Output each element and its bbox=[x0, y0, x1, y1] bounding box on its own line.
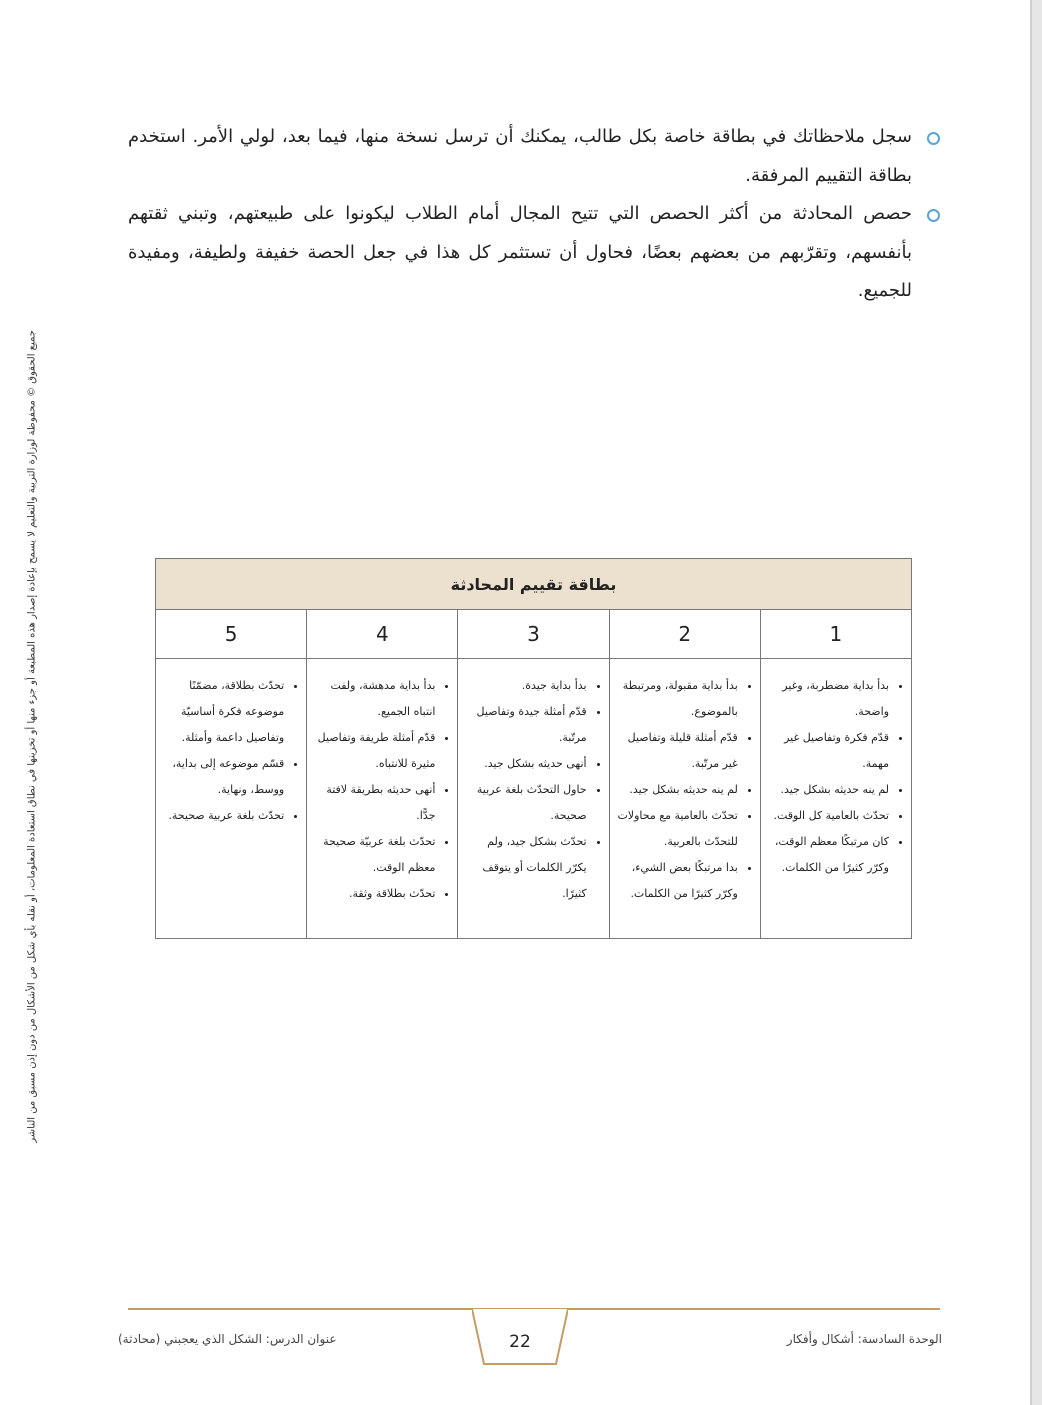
criterion: • بدأ بداية مدهشة، ولفت انتباه الجميع. bbox=[313, 673, 435, 725]
criterion: • تحدّث بشكل جيد، ولم يكرّر الكلمات أو يتوقف كثيرًا. bbox=[464, 829, 586, 907]
criteria-row bbox=[156, 659, 912, 939]
criteria-cell-3 bbox=[458, 659, 609, 939]
score-row bbox=[156, 610, 912, 659]
unit-title: الوحدة السادسة: أشكال وأفكار bbox=[786, 1332, 942, 1346]
criterion: • قدّم أمثلة جيدة وتفاصيل مرتّبة. bbox=[464, 699, 586, 751]
criteria-cell-4 bbox=[307, 659, 458, 939]
criteria-cell-5 bbox=[156, 659, 307, 939]
page-edge-bar bbox=[1030, 0, 1042, 1405]
copyright-sidebar bbox=[22, 330, 42, 1143]
criterion: • أنهى حديثه بشكل جيد. bbox=[464, 751, 586, 777]
criteria-cell-2 bbox=[609, 659, 760, 939]
criterion: • تحدّث بلغة عربيّة صحيحة معظم الوقت. bbox=[313, 829, 435, 881]
criterion: • تحدّث بالعامية كل الوقت. bbox=[767, 803, 889, 829]
instruction-text: سجل ملاحظاتك في بطاقة خاصة بكل طالب، يمكنك أن ترسل نسخة منها، فيما بعد، لولي الأمر. استخدم بطاقة التقييم المرفقة. bbox=[128, 126, 912, 186]
criterion: • بدأ بداية جيدة. bbox=[464, 673, 586, 699]
criteria-cell-1 bbox=[760, 659, 911, 939]
bullet-circle-icon bbox=[927, 209, 940, 222]
criterion: • تحدّث بلغة عربية صحيحة. bbox=[162, 803, 284, 829]
criterion: • قدّم فكرة وتفاصيل غير مهمة. bbox=[767, 725, 889, 777]
criterion: • حاول التحدّث بلغة عربية صحيحة. bbox=[464, 777, 586, 829]
bullet-circle-icon bbox=[927, 132, 940, 145]
criterion: • لم ينه حديثه بشكل جيد. bbox=[767, 777, 889, 803]
page-number: 22 bbox=[509, 1332, 531, 1352]
instruction-text: حصص المحادثة من أكثر الحصص التي تتيح المجال أمام الطلاب ليكونوا على طبيعتهم، وتبني ثقتهم بأنفسهم، وتقرّبهم من بعضهم بعضًا، فحاول أن تستثمر كل هذا في جعل الحصة خفيفة ولطيفة، ومفيدة للجميع. bbox=[128, 203, 912, 301]
criterion: • قسّم موضوعه إلى بداية، ووسط، ونهاية. bbox=[162, 751, 284, 803]
criterion: • لم ينه حديثه بشكل جيد. bbox=[616, 777, 738, 803]
criterion: • قدّم أمثلة طريفة وتفاصيل مثيرة للانتباه. bbox=[313, 725, 435, 777]
instruction-item bbox=[128, 195, 940, 311]
score-header: 2 bbox=[609, 610, 760, 659]
score-header: 4 bbox=[307, 610, 458, 659]
conversation-rubric-table bbox=[155, 558, 912, 939]
lesson-title: عنوان الدرس: الشكل الذي يعجبني (محادثة) bbox=[118, 1332, 337, 1346]
criterion: • أنهى حديثه بطريقة لافتة جدًّا. bbox=[313, 777, 435, 829]
instructions-list bbox=[128, 118, 940, 311]
rubric-title: بطاقة تقييم المحادثة bbox=[156, 559, 912, 610]
criterion: • بدأ بداية مضطربة، وغير واضحة. bbox=[767, 673, 889, 725]
criterion: • بدأ بداية مقبولة، ومرتبطة بالموضوع. bbox=[616, 673, 738, 725]
criterion: • بدا مرتبكًا بعض الشيء، وكرّر كثيرًا من الكلمات. bbox=[616, 855, 738, 907]
copyright-text: جميع الحقوق © محفوظة لوزارة التربية والتعليم لا يسمح بإعادة إصدار هذه المطبعة أو جزء منها أو تخزينها في نطاق استعادة المعلومات، أو نقله بأي شكل من الأشكال من دون إذن مسبق من الناشر bbox=[26, 330, 38, 1143]
criterion: • قدّم أمثلة قليلة وتفاصيل غير مرتّبة. bbox=[616, 725, 738, 777]
criterion: • تحدّث بطلاقة، مضمّنًا موضوعه فكرة أساسيّة وتفاصيل داعمة وأمثلة. bbox=[162, 673, 284, 751]
criterion: • تحدّث بالعامية مع محاولات للتحدّث بالعربية. bbox=[616, 803, 738, 855]
criterion: • كان مرتبكًا معظم الوقت، وكرّر كثيرًا من الكلمات. bbox=[767, 829, 889, 881]
score-header: 5 bbox=[156, 610, 307, 659]
score-header: 3 bbox=[458, 610, 609, 659]
instruction-item bbox=[128, 118, 940, 195]
score-header: 1 bbox=[760, 610, 911, 659]
criterion: • تحدّث بطلاقة وثقة. bbox=[313, 881, 435, 907]
